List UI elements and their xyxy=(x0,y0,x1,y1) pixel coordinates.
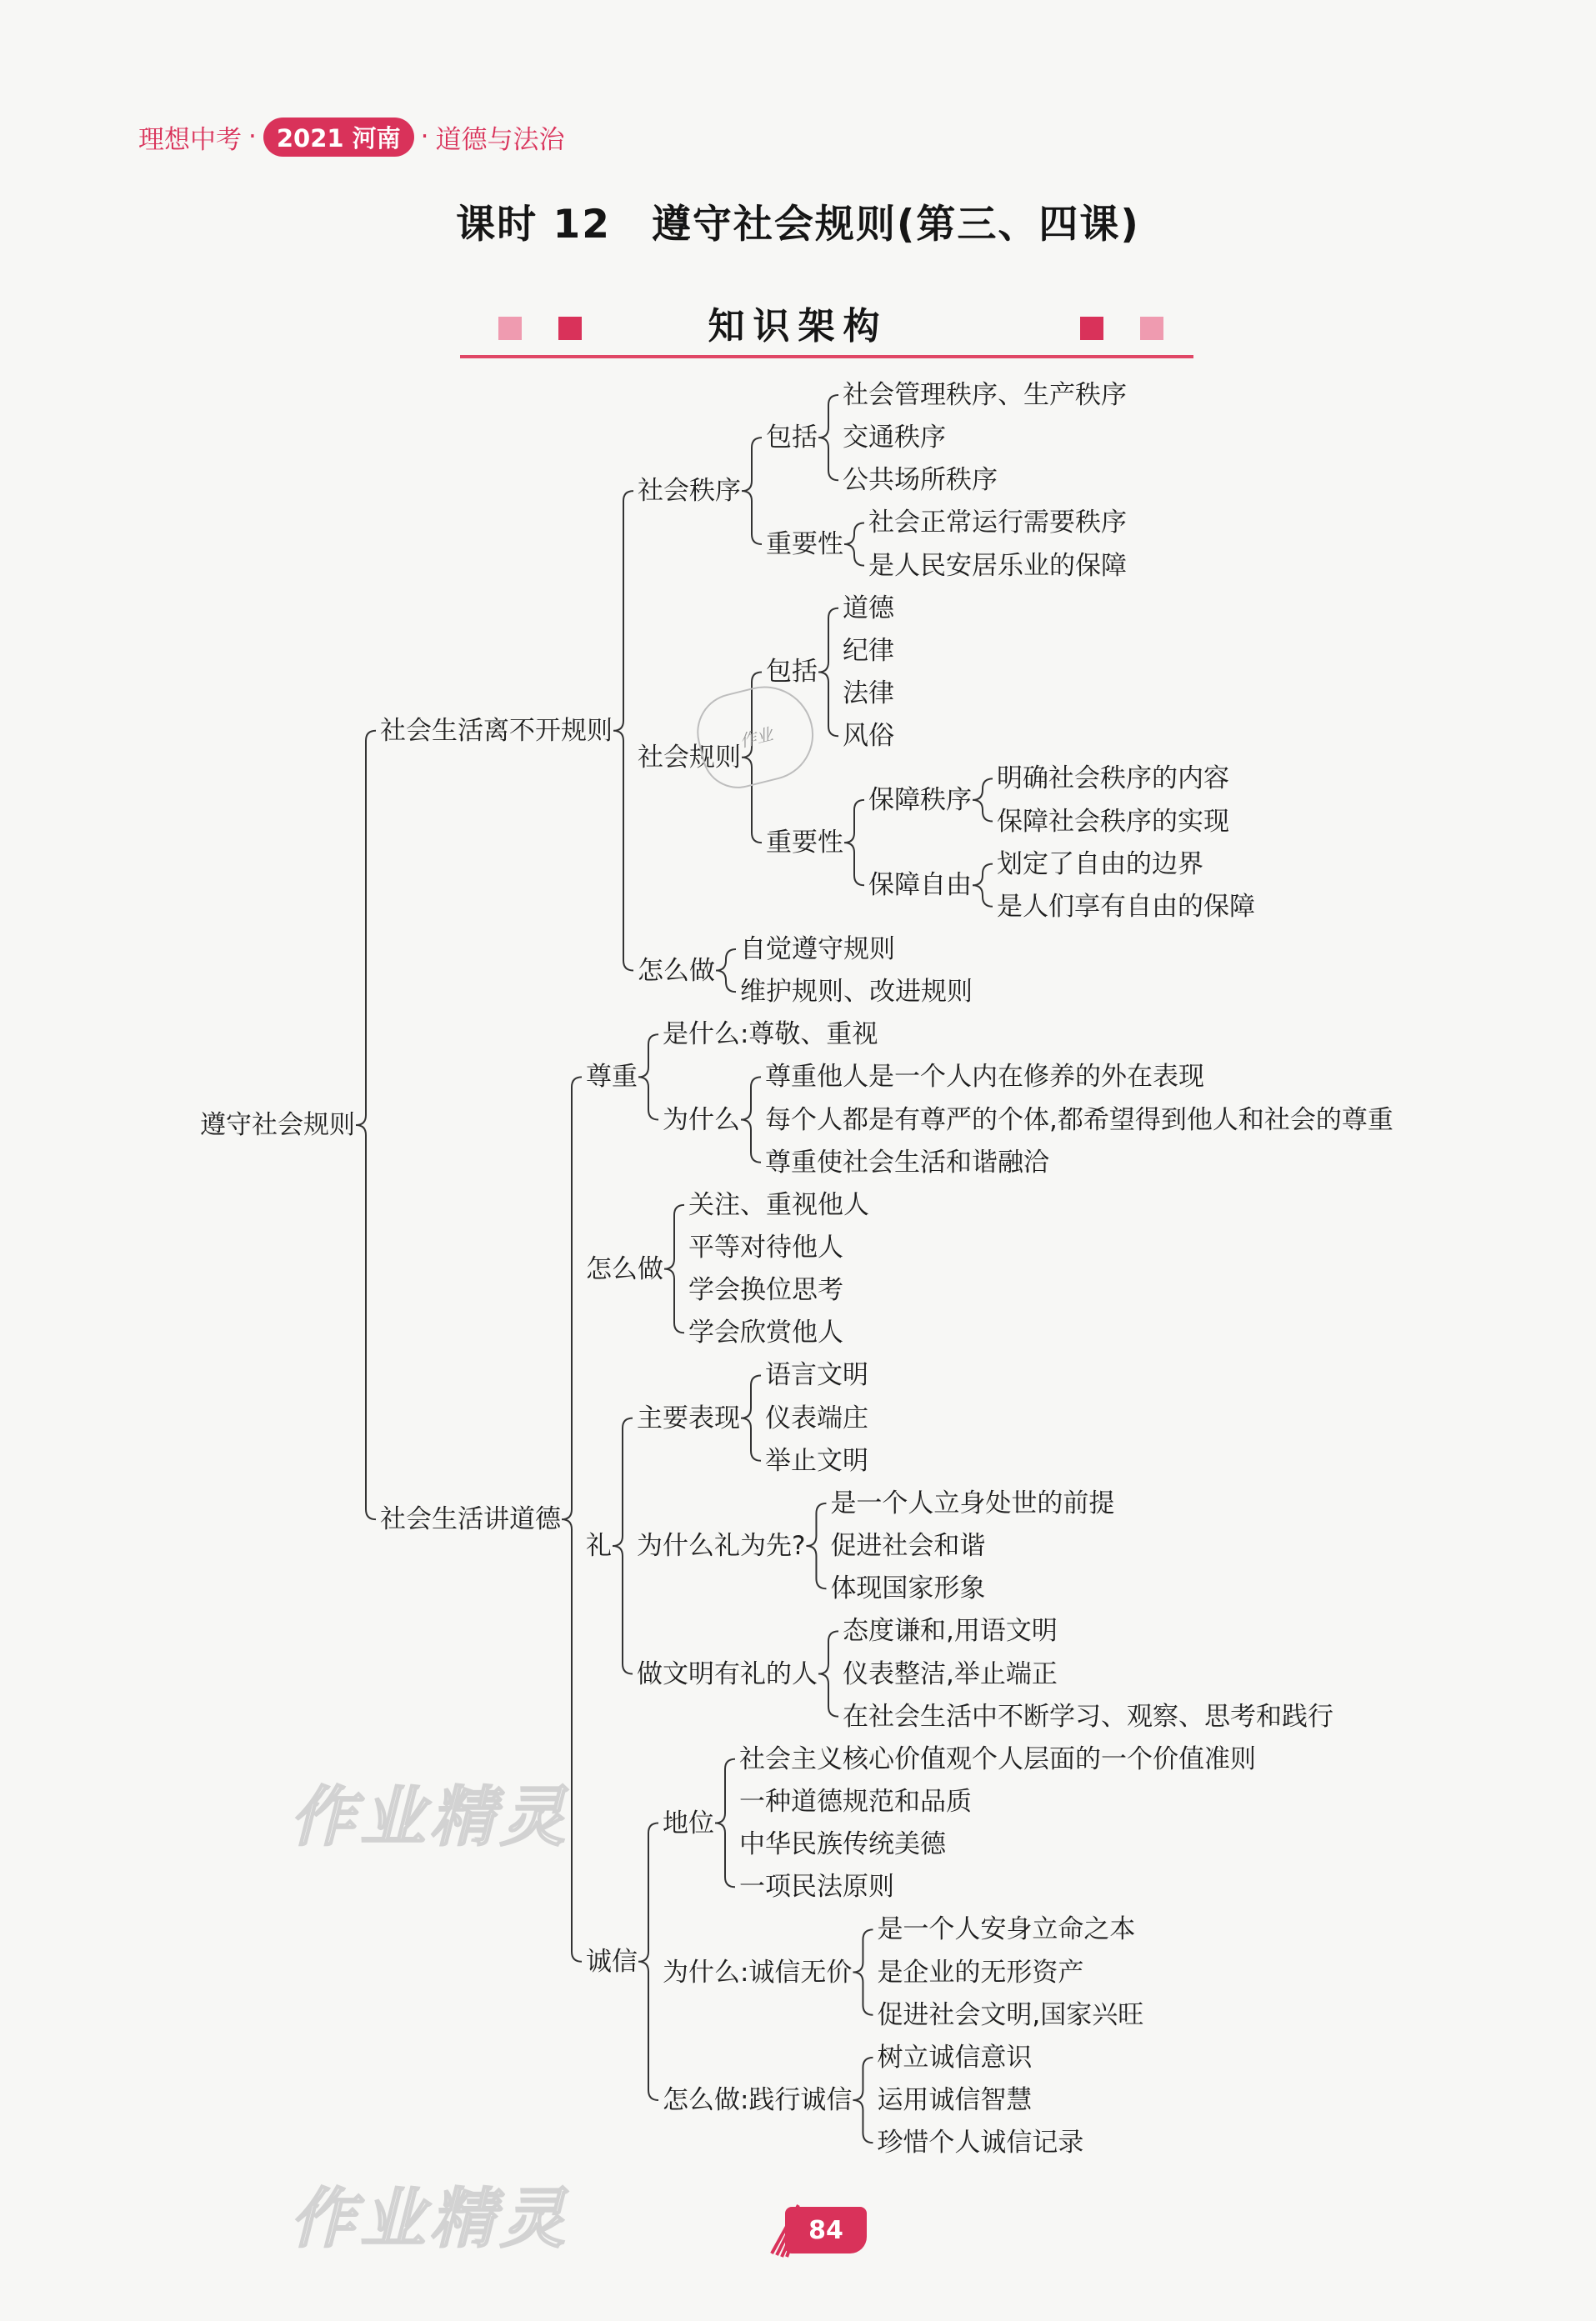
map-node-children-0-children-0-children-0-children-1: 交通秩序 xyxy=(842,423,946,453)
map-node-children-1-children-2-children-0-children-2: 举止文明 xyxy=(764,1445,868,1476)
brace xyxy=(664,1205,684,1333)
map-node-children-1-children-3-children-0-children-1: 一种道德规范和品质 xyxy=(738,1786,972,1817)
map-node-children-1-children-2-children-1-children-1: 促进社会和谐 xyxy=(830,1531,986,1562)
brace xyxy=(715,1759,735,1887)
brace xyxy=(613,1418,633,1674)
map-node-children-0-children-1-children-1-children-0-children-1: 保障社会秩序的实现 xyxy=(996,806,1229,837)
map-node-children-1-children-1-children-1: 平等对待他人 xyxy=(688,1233,843,1263)
map-node-children-0-children-1-children-1-children-1-children-0: 划定了自由的边界 xyxy=(996,848,1203,879)
edition-badge: 2021 河南 xyxy=(263,118,414,157)
brace xyxy=(973,778,993,821)
map-node-children-1-children-0-children-1-children-0: 尊重他人是一个人内在修养的外在表现 xyxy=(764,1062,1204,1093)
map-node-children-1-children-1-children-0: 关注、重视他人 xyxy=(688,1189,869,1220)
map-node-children-1-children-3-children-1-children-2: 促进社会文明,国家兴旺 xyxy=(877,1999,1144,2030)
map-node-children-1-children-0-children-0: 是什么:尊敬、重视 xyxy=(662,1019,878,1050)
brace xyxy=(844,523,864,565)
brace xyxy=(741,1375,761,1460)
brace xyxy=(844,800,864,885)
map-node-children-0-children-1-children-0-children-3: 风俗 xyxy=(842,721,894,752)
map-node-children-0: 社会生活离不开规则 xyxy=(379,715,613,746)
brace xyxy=(818,395,838,480)
map-node-children-0-children-0: 社会秩序 xyxy=(637,476,741,507)
map-node-children-0-children-0-children-1-children-0: 社会正常运行需要秩序 xyxy=(868,508,1127,538)
map-node-children-1-children-2: 礼 xyxy=(585,1531,612,1562)
map-node-children-0-children-0-children-0-children-0: 社会管理秩序、生产秩序 xyxy=(842,380,1127,410)
map-node-children-1-children-3-children-0-children-2: 中华民族传统美德 xyxy=(738,1829,946,1860)
map-node-children-0-children-1-children-0-children-2: 法律 xyxy=(842,678,894,709)
brace xyxy=(853,1929,873,2014)
map-node-children-1-children-0-children-1-children-2: 尊重使社会生活和谐融洽 xyxy=(764,1147,1049,1178)
map-node-children-1-children-2-children-0-children-1: 仪表端庄 xyxy=(764,1403,868,1433)
map-node-children-1-children-2-children-2-children-2: 在社会生活中不断学习、观察、思考和践行 xyxy=(842,1701,1333,1732)
map-node-children-0-children-1-children-1-children-1-children-1: 是人们享有自由的保障 xyxy=(996,891,1255,922)
map-node-children-0-children-2: 怎么做 xyxy=(637,955,715,986)
map-node-children-0-children-0-children-1: 重要性 xyxy=(765,529,843,560)
brace xyxy=(818,608,838,736)
map-node-children-1-children-2-children-0: 主要表现 xyxy=(636,1403,740,1433)
brace xyxy=(716,949,736,992)
brace xyxy=(806,1503,826,1588)
brace xyxy=(818,1631,838,1716)
map-node-children-0-children-1-children-0: 包括 xyxy=(765,657,818,688)
map-node-children-0-children-1: 社会规则 xyxy=(637,742,741,773)
map-node-children-1-children-3-children-0: 地位 xyxy=(662,1808,714,1838)
map-node-root: 遵守社会规则 xyxy=(200,1109,355,1140)
map-node-children-1-children-0-children-1: 为什么 xyxy=(662,1104,740,1135)
map-node-children-1-children-1: 怎么做 xyxy=(585,1253,663,1284)
map-node-children-0-children-1-children-0-children-0: 道德 xyxy=(842,593,894,623)
brace xyxy=(853,2058,873,2143)
map-node-children-1-children-3-children-1-children-1: 是企业的无形资产 xyxy=(877,1957,1084,1988)
map-node-children-1-children-0-children-1-children-1: 每个人都是有尊严的个体,都希望得到他人和社会的尊重 xyxy=(764,1104,1393,1135)
map-node-children-1-children-3-children-0-children-3: 一项民法原则 xyxy=(738,1872,894,1903)
brace xyxy=(973,864,993,907)
map-node-children-0-children-0-children-0-children-2: 公共场所秩序 xyxy=(842,465,998,496)
map-node-children-1-children-0: 尊重 xyxy=(585,1062,638,1093)
map-node-children-1-children-3: 诚信 xyxy=(585,1946,638,1977)
book-name: 理想中考 xyxy=(138,124,242,155)
subject-name: 道德与法治 xyxy=(435,124,565,155)
map-node-children-1-children-2-children-2-children-1: 仪表整洁,举止端正 xyxy=(842,1658,1058,1689)
brace xyxy=(356,731,376,1519)
map-node-children-0-children-1-children-1: 重要性 xyxy=(765,828,843,858)
map-node-children-0-children-1-children-1-children-0-children-0: 明确社会秩序的内容 xyxy=(996,763,1229,794)
map-node-children-1-children-2-children-1-children-0: 是一个人立身处世的前提 xyxy=(830,1488,1115,1518)
map-node-children-1-children-1-children-3: 学会欣赏他人 xyxy=(688,1318,843,1348)
map-node-children-1-children-3-children-2-children-1: 运用诚信智慧 xyxy=(877,2085,1033,2115)
map-node-children-0-children-2-children-0: 自觉遵守规则 xyxy=(739,933,895,964)
page-number: 84 xyxy=(785,2207,867,2253)
map-node-children-1-children-3-children-0-children-0: 社会主义核心价值观个人层面的一个价值准则 xyxy=(738,1743,1256,1774)
map-node-children-1-children-3-children-2: 怎么做:践行诚信 xyxy=(662,2085,853,2115)
map-node-children-0-children-1-children-1-children-0: 保障秩序 xyxy=(868,784,972,815)
watermark-bottom: 作业精灵 xyxy=(290,2182,571,2257)
map-node-children-0-children-2-children-1: 维护规则、改进规则 xyxy=(739,977,973,1008)
separator-dot: · xyxy=(420,122,429,152)
map-node-children-1-children-2-children-0-children-0: 语言文明 xyxy=(764,1360,868,1391)
brace xyxy=(742,438,762,544)
lesson-title: 课时 12 遵守社会规则(第三、四课) xyxy=(456,202,1140,248)
map-node-children-0-children-1-children-1-children-1: 保障自由 xyxy=(868,870,972,901)
brace xyxy=(613,491,633,970)
brace xyxy=(638,1823,658,2100)
map-node-children-1-children-3-children-2-children-0: 树立诚信意识 xyxy=(877,2042,1033,2073)
section-title: 知识架构 xyxy=(708,305,888,348)
map-node-children-1-children-2-children-1-children-2: 体现国家形象 xyxy=(830,1573,986,1604)
map-node-children-1-children-3-children-1: 为什么:诚信无价 xyxy=(662,1957,853,1988)
stamp-mark: 作业 xyxy=(688,676,823,796)
map-node-children-1-children-3-children-1-children-0: 是一个人安身立命之本 xyxy=(877,1914,1136,1945)
map-node-children-1-children-2-children-1: 为什么礼为先? xyxy=(636,1531,806,1562)
map-node-children-0-children-1-children-0-children-1: 纪律 xyxy=(842,635,894,666)
map-node-children-1-children-3-children-2-children-2: 珍惜个人诚信记录 xyxy=(877,2128,1084,2158)
map-node-children-0-children-0-children-1-children-1: 是人民安居乐业的保障 xyxy=(868,550,1127,581)
brace xyxy=(638,1034,658,1119)
map-node-children-1: 社会生活讲道德 xyxy=(379,1504,561,1535)
map-node-children-1-children-1-children-2: 学会换位思考 xyxy=(688,1275,843,1306)
brace xyxy=(741,1077,761,1162)
map-node-children-1-children-2-children-2: 做文明有礼的人 xyxy=(636,1658,818,1689)
watermark-middle: 作业精灵 xyxy=(290,1780,571,1855)
separator-dot: · xyxy=(248,122,257,152)
map-node-children-1-children-2-children-2-children-0: 态度谦和,用语文明 xyxy=(842,1616,1058,1647)
map-node-children-0-children-0-children-0: 包括 xyxy=(765,423,818,453)
